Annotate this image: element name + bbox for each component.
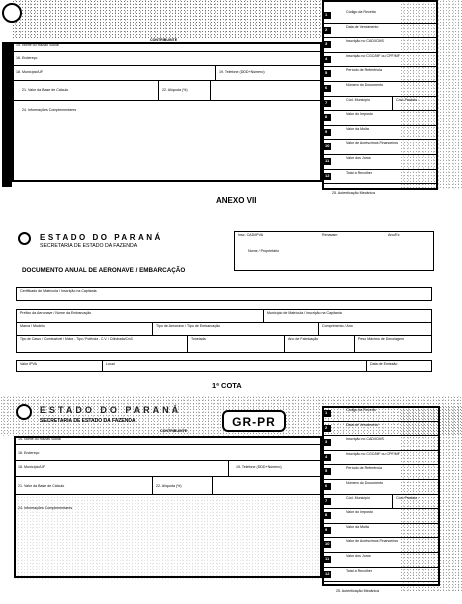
middle-cad-label: Insc. CAD/IPVA	[238, 233, 264, 237]
middle-row4c-label: Ano de Fabricação	[288, 337, 319, 341]
bottom-form	[0, 396, 462, 604]
middle-rows-block	[16, 309, 432, 353]
bottom-field-18: 18. Município/UF	[18, 465, 46, 469]
middle-row4a-label: Tipo de Casco / Combustível / Motor - Tipo / Potência - C.V. / Cilindrada/Cm3	[20, 337, 133, 341]
bottom-field-19: 19. Telefone (DDD+Número)	[236, 465, 282, 469]
top-form	[0, 0, 462, 200]
bottom-right-field-label: Cód. Município	[346, 495, 370, 500]
top-right-field-divider	[324, 37, 438, 38]
top-right-field-number: 3	[325, 41, 328, 47]
bottom-right-field-divider	[324, 435, 440, 436]
top-right-field-divider	[324, 52, 438, 53]
top-right-field-label: Código da Receita	[346, 10, 376, 14]
middle-row1-label: Certificado de Matrícula / Inscrição na Capitania	[20, 289, 97, 293]
bottom-contributor-label: CONTRIBUINTE	[160, 429, 188, 433]
top-right-field-number: 6	[325, 85, 328, 90]
bottom-right-field-label: Inscrição no CGC/MF ou CPF/MF	[346, 451, 400, 456]
top-right-field-divider	[324, 110, 438, 111]
bottom-right-field-label: Total a Recolher	[346, 568, 372, 573]
bottom-right-field-split	[392, 494, 393, 509]
top-right-field-divider	[324, 81, 438, 82]
top-left-box	[12, 42, 322, 182]
top-right-field-divider	[324, 139, 438, 140]
bottom-right-field-number: 10	[325, 541, 330, 547]
bottom-right-field-label: Inscrição no CAD/ICMS	[346, 437, 384, 442]
top-right-field-number: 7	[325, 99, 328, 105]
bottom-field-21: 21. Valor da Base de Cálculo	[18, 484, 65, 488]
bottom-right-field-number: 7	[325, 497, 328, 503]
top-right-field-number: 5	[325, 70, 328, 76]
quota-title: 1ª COTA	[212, 381, 242, 390]
bottom-state-name: ESTADO DO PARANÁ	[40, 405, 182, 415]
top-right-field-number: 10	[325, 143, 330, 149]
bottom-right-field-label: Valor da Multa	[346, 524, 369, 529]
bottom-right-field-label: Data de Vencimento	[346, 422, 379, 427]
top-right-field-number: 12	[325, 172, 330, 178]
top-right-field-label: Cód. Município	[346, 97, 370, 102]
bottom-right-field-label: Valor dos Juros	[346, 554, 371, 558]
bottom-right-field-divider	[324, 508, 440, 509]
bottom-right-field-label: Valor de Acréscimos Financeiros	[346, 539, 399, 544]
top-right-field-number: 11	[325, 158, 330, 163]
bottom-right-field-divider	[324, 581, 440, 582]
bottom-right-field-divider	[324, 537, 440, 538]
middle-row2a-label: Prefixo da Aeronave / Nome da Embarcação	[20, 311, 92, 315]
top-right-field-divider	[324, 154, 438, 155]
top-right-field-label: Número do Documento	[346, 83, 384, 87]
middle-state-name: ESTADO DO PARANÁ	[40, 233, 163, 242]
top-left-black-bar	[2, 42, 12, 187]
middle-doc-title: DOCUMENTO ANUAL DE AERONAVE / EMBARCAÇÃO	[22, 267, 186, 274]
middle-row3c-label: Comprimento / Ano	[322, 324, 353, 328]
bottom-right-field-label: Número do Documento	[346, 481, 384, 485]
top-logo	[2, 3, 22, 23]
top-right-field-divider	[324, 169, 438, 170]
middle-renavam-label: Renavam	[322, 233, 338, 237]
middle-row4d-label: Peso Máximo de Decolagem	[358, 337, 404, 341]
top-right-field-divider	[324, 96, 438, 97]
top-right-field-divider	[324, 23, 438, 24]
top-field-14: 14. Nome ou Razão Social	[16, 43, 59, 47]
top-right-field-label: Valor de Acréscimos Financeiros	[346, 141, 399, 146]
top-field-18: 18. Município/UF	[16, 70, 44, 74]
bottom-gr-badge	[222, 410, 286, 432]
middle-row3b-label: Tipo de Aeronave / Tipo de Embarcação	[156, 324, 220, 328]
middle-logo	[18, 232, 31, 245]
bottom-right-field-divider	[324, 552, 440, 553]
top-right-field-label: Inscrição no CAD/ICMS	[346, 39, 384, 44]
middle-row5c-label: Data de Emissão	[370, 362, 398, 366]
bottom-right-field-number: 3	[325, 439, 328, 445]
middle-form	[0, 225, 462, 375]
top-right-field-label: Valor dos Juros	[346, 156, 371, 160]
top-field-22: 22. Alíquota (%)	[162, 88, 188, 92]
bottom-right-field-number: 4	[325, 453, 328, 459]
top-right-field-divider	[324, 183, 438, 184]
bottom-right-field-number: 11	[325, 556, 330, 561]
top-right-field-label: Data de Vencimento	[346, 24, 379, 29]
top-right-field-label: Valor da Multa	[346, 126, 369, 131]
bottom-right-field-divider	[324, 523, 440, 524]
top-right-field-number: 9	[325, 128, 328, 134]
bottom-right-field-number: 6	[325, 483, 328, 488]
top-right-field-label-secondary: Cód. Produto	[396, 97, 418, 102]
bottom-right-field-number: 9	[325, 526, 328, 532]
bottom-right-field-divider	[324, 479, 440, 480]
top-right-field-label: Inscrição no CGC/MF ou CPF/MF	[346, 53, 400, 58]
middle-row5b-label: Local	[106, 362, 115, 366]
top-header-noise	[12, 0, 322, 38]
bottom-field-14: 14. Nome ou Razão Social	[18, 437, 61, 441]
top-right-field-divider	[324, 66, 438, 67]
bottom-right-field-divider	[324, 567, 440, 568]
bottom-logo	[16, 404, 32, 420]
middle-row4b-label: Tonelada	[191, 337, 206, 341]
bottom-right-field-label-secondary: Cód. Produto	[396, 495, 418, 500]
middle-owner-label: Nome / Proprietário	[248, 249, 280, 253]
top-right-field-number: 1	[325, 12, 328, 17]
bottom-gr-badge-text: GR-PR	[232, 415, 276, 429]
top-right-field-label: Período de Referência	[346, 68, 382, 73]
bottom-right-field-number: 8	[325, 512, 328, 518]
bottom-field-16: 16. Endereço	[18, 451, 40, 455]
bottom-field-24: 24. Informações Complementares	[18, 506, 73, 510]
top-right-field-label: Valor do Imposto	[346, 112, 373, 117]
top-field-16: 16. Endereço	[16, 56, 38, 60]
annex-title: ANEXO VII	[216, 196, 257, 205]
top-right-field-split	[392, 96, 393, 111]
middle-row5a-label: Valor IPVA	[20, 362, 38, 366]
top-field-21: 21. Valor da Base de Cálculo	[22, 88, 69, 92]
bottom-right-field-number: 1	[325, 410, 328, 415]
bottom-right-field-divider	[324, 464, 440, 465]
bottom-right-field-divider	[324, 450, 440, 451]
bottom-footer-auth: 25. Autenticação Mecânica	[336, 589, 379, 593]
top-right-field-label: Total a Recolher	[346, 170, 372, 175]
top-field-19: 19. Telefone (DDD+Número)	[219, 70, 265, 74]
bottom-field-22: 22. Alíquota (%)	[156, 484, 182, 488]
top-right-field-number: 8	[325, 114, 328, 120]
bottom-right-field-number: 5	[325, 468, 328, 474]
bottom-right-field-label: Código da Receita	[346, 408, 376, 412]
top-right-field-divider	[324, 125, 438, 126]
top-right-field-number: 4	[325, 55, 328, 61]
bottom-right-field-label: Valor do Imposto	[346, 510, 373, 515]
top-right-field-number: 2	[325, 26, 328, 32]
bottom-secretariat: SECRETARIA DE ESTADO DA FAZENDA	[40, 418, 136, 424]
middle-row2b-label: Município de Matrícula / Inscrição na Capitania	[267, 311, 342, 315]
top-contributor-label: CONTRIBUINTE	[150, 38, 178, 42]
bottom-right-field-label: Período de Referência	[346, 466, 382, 471]
top-field-24: 24. Informações Complementares	[22, 108, 77, 112]
top-footer-auth: 25. Autenticação Mecânica	[332, 191, 375, 195]
bottom-right-field-number: 2	[325, 424, 328, 430]
bottom-right-field-number: 12	[325, 570, 330, 576]
middle-year-label: Ano/Ex	[388, 233, 400, 237]
middle-row3a-label: Marca / Modelo	[20, 324, 45, 328]
bottom-left-noise	[14, 496, 322, 580]
bottom-right-field-divider	[324, 494, 440, 495]
bottom-right-field-divider	[324, 421, 440, 422]
middle-secretariat: SECRETARIA DE ESTADO DA FAZENDA	[40, 243, 138, 249]
